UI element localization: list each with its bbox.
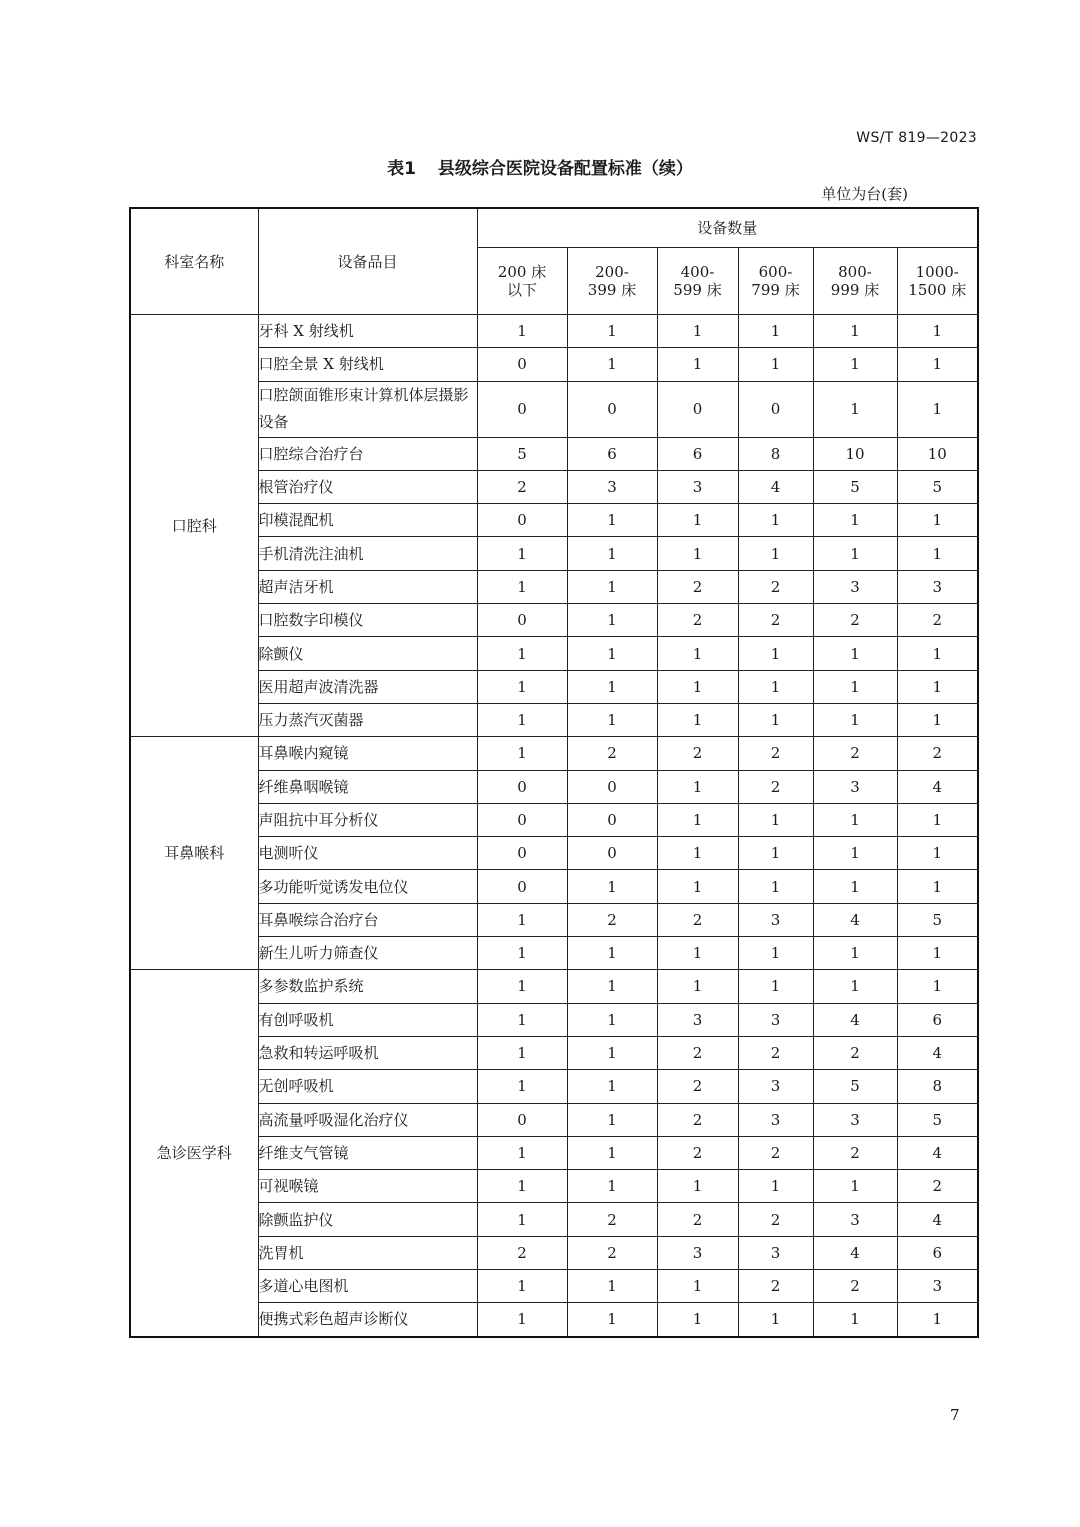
value-cell: 3 (738, 1103, 813, 1136)
value-cell: 4 (897, 1203, 978, 1236)
value-cell: 1 (567, 504, 657, 537)
table-row (130, 670, 978, 703)
value-cell: 2 (567, 737, 657, 770)
value-cell: 2 (813, 604, 897, 637)
value-cell: 1 (657, 348, 738, 381)
value-cell: 4 (897, 770, 978, 803)
value-cell: 3 (738, 1070, 813, 1103)
item-cell: 除颤监护仪 (258, 1203, 477, 1236)
value-cell: 2 (897, 1170, 978, 1203)
value-cell: 1 (477, 1303, 567, 1337)
value-cell: 0 (477, 837, 567, 870)
value-cell: 1 (738, 637, 813, 670)
value-cell: 2 (738, 770, 813, 803)
item-cell: 牙科 X 射线机 (258, 315, 477, 348)
item-cell: 耳鼻喉内窥镜 (258, 737, 477, 770)
value-cell: 1 (897, 803, 978, 836)
value-cell: 1 (657, 670, 738, 703)
value-cell: 3 (657, 470, 738, 503)
item-cell: 耳鼻喉综合治疗台 (258, 903, 477, 936)
value-cell: 3 (657, 1236, 738, 1269)
table-row (130, 1270, 978, 1303)
value-cell: 1 (567, 703, 657, 736)
value-cell: 1 (477, 315, 567, 348)
value-cell: 6 (897, 1003, 978, 1036)
table-header (130, 208, 978, 315)
table-row (130, 1103, 978, 1136)
table-row (130, 637, 978, 670)
value-cell: 3 (738, 1236, 813, 1269)
value-cell: 2 (657, 1036, 738, 1069)
value-cell: 1 (567, 604, 657, 637)
item-cell: 口腔数字印模仪 (258, 604, 477, 637)
value-cell: 0 (738, 381, 813, 437)
value-cell: 1 (738, 504, 813, 537)
header-beds-line: 200 床 (497, 263, 547, 281)
value-cell: 2 (738, 1203, 813, 1236)
value-cell: 2 (738, 604, 813, 637)
value-cell: 1 (813, 537, 897, 570)
value-cell: 1 (657, 537, 738, 570)
value-cell: 5 (897, 903, 978, 936)
item-cell: 新生儿听力筛查仪 (258, 937, 477, 970)
value-cell: 0 (567, 803, 657, 836)
value-cell: 1 (657, 937, 738, 970)
value-cell: 1 (897, 703, 978, 736)
table-row (130, 381, 978, 437)
table-row (130, 1170, 978, 1203)
value-cell: 2 (738, 1036, 813, 1069)
item-cell: 医用超声波清洗器 (258, 670, 477, 703)
value-cell: 1 (477, 703, 567, 736)
value-cell: 1 (567, 1003, 657, 1036)
item-cell: 压力蒸汽灭菌器 (258, 703, 477, 736)
value-cell: 1 (738, 970, 813, 1003)
value-cell: 2 (813, 737, 897, 770)
header-beds-line: 999 床 (830, 281, 880, 299)
value-cell: 1 (738, 348, 813, 381)
value-cell: 1 (477, 737, 567, 770)
value-cell: 1 (738, 937, 813, 970)
value-cell: 2 (567, 1203, 657, 1236)
item-cell: 便携式彩色超声诊断仪 (258, 1303, 477, 1337)
value-cell: 1 (738, 703, 813, 736)
equipment-table (129, 207, 979, 1338)
value-cell: 1 (813, 703, 897, 736)
value-cell: 1 (738, 315, 813, 348)
value-cell: 1 (477, 1136, 567, 1169)
header-beds-4 (813, 248, 897, 315)
table-row (130, 903, 978, 936)
value-cell: 1 (738, 1303, 813, 1337)
value-cell: 1 (657, 803, 738, 836)
header-beds-3 (738, 248, 813, 315)
item-cell: 声阻抗中耳分析仪 (258, 803, 477, 836)
value-cell: 3 (897, 570, 978, 603)
value-cell: 6 (657, 437, 738, 470)
value-cell: 4 (738, 470, 813, 503)
value-cell: 2 (813, 1270, 897, 1303)
value-cell: 2 (657, 903, 738, 936)
value-cell: 1 (477, 1170, 567, 1203)
value-cell: 2 (897, 604, 978, 637)
value-cell: 1 (477, 903, 567, 936)
value-cell: 2 (813, 1036, 897, 1069)
table-row (130, 837, 978, 870)
value-cell: 2 (657, 604, 738, 637)
value-cell: 1 (738, 537, 813, 570)
table-row (130, 1036, 978, 1069)
value-cell: 1 (567, 970, 657, 1003)
value-cell: 1 (813, 504, 897, 537)
value-cell: 1 (477, 1270, 567, 1303)
value-cell: 1 (813, 637, 897, 670)
value-cell: 1 (813, 381, 897, 437)
header-beds-line: 400- (680, 263, 715, 281)
value-cell: 0 (477, 770, 567, 803)
value-cell: 0 (567, 770, 657, 803)
value-cell: 2 (738, 570, 813, 603)
value-cell: 4 (813, 903, 897, 936)
value-cell: 1 (813, 348, 897, 381)
value-cell: 1 (897, 970, 978, 1003)
value-cell: 4 (813, 1236, 897, 1269)
item-cell: 除颤仪 (258, 637, 477, 670)
value-cell: 1 (897, 637, 978, 670)
table-title (0, 154, 1080, 179)
table-row (130, 315, 978, 348)
value-cell: 1 (567, 1136, 657, 1169)
value-cell: 0 (657, 381, 738, 437)
value-cell: 1 (477, 937, 567, 970)
value-cell: 1 (813, 1303, 897, 1337)
table-row (130, 348, 978, 381)
header-beds-line: 599 床 (673, 281, 722, 299)
page-number: 7 (950, 1406, 960, 1424)
value-cell: 1 (813, 803, 897, 836)
value-cell: 1 (657, 837, 738, 870)
value-cell: 1 (477, 1070, 567, 1103)
value-cell: 3 (813, 770, 897, 803)
value-cell: 3 (738, 1003, 813, 1036)
header-beds-1 (567, 248, 657, 315)
table-body (130, 315, 978, 1337)
value-cell: 1 (897, 537, 978, 570)
value-cell: 2 (477, 470, 567, 503)
value-cell: 1 (477, 637, 567, 670)
value-cell: 1 (813, 670, 897, 703)
value-cell: 1 (477, 1003, 567, 1036)
header-beds-5 (897, 248, 978, 315)
value-cell: 1 (567, 870, 657, 903)
value-cell: 1 (657, 870, 738, 903)
header-beds-line: 1500 床 (908, 281, 967, 299)
value-cell: 1 (897, 504, 978, 537)
table-row (130, 737, 978, 770)
unit-note: 单位为台(套) (821, 185, 908, 203)
item-cell: 口腔全景 X 射线机 (258, 348, 477, 381)
value-cell: 1 (477, 970, 567, 1003)
table-row (130, 1003, 978, 1036)
dept-cell: 口腔科 (130, 315, 258, 737)
value-cell: 1 (897, 315, 978, 348)
header-beds-0 (477, 248, 567, 315)
table-row (130, 604, 978, 637)
value-cell: 1 (813, 315, 897, 348)
value-cell: 2 (657, 1070, 738, 1103)
value-cell: 3 (567, 470, 657, 503)
item-cell: 电测听仪 (258, 837, 477, 870)
value-cell: 1 (657, 703, 738, 736)
value-cell: 0 (477, 803, 567, 836)
value-cell: 0 (477, 348, 567, 381)
value-cell: 1 (477, 670, 567, 703)
dept-cell: 耳鼻喉科 (130, 737, 258, 970)
table-row (130, 1236, 978, 1269)
item-cell: 纤维支气管镜 (258, 1136, 477, 1169)
value-cell: 5 (897, 1103, 978, 1136)
value-cell: 4 (813, 1003, 897, 1036)
value-cell: 1 (897, 870, 978, 903)
table-row (130, 1136, 978, 1169)
item-cell: 多参数监护系统 (258, 970, 477, 1003)
value-cell: 5 (813, 470, 897, 503)
value-cell: 2 (813, 1136, 897, 1169)
value-cell: 0 (567, 381, 657, 437)
value-cell: 1 (897, 348, 978, 381)
value-cell: 0 (567, 837, 657, 870)
value-cell: 1 (657, 504, 738, 537)
header-beds-line: 600- (758, 263, 793, 281)
value-cell: 2 (738, 1270, 813, 1303)
header-beds-line: 399 床 (587, 281, 637, 299)
table-row (130, 1303, 978, 1337)
header-beds-2 (657, 248, 738, 315)
header-item: 设备品目 (258, 208, 477, 315)
value-cell: 1 (567, 1170, 657, 1203)
value-cell: 0 (477, 604, 567, 637)
value-cell: 1 (657, 770, 738, 803)
value-cell: 4 (897, 1136, 978, 1169)
table-number: 表1 (387, 159, 416, 179)
item-cell: 纤维鼻咽喉镜 (258, 770, 477, 803)
value-cell: 1 (567, 670, 657, 703)
value-cell: 0 (477, 1103, 567, 1136)
value-cell: 1 (657, 970, 738, 1003)
item-cell: 有创呼吸机 (258, 1003, 477, 1036)
value-cell: 1 (738, 870, 813, 903)
item-cell: 口腔综合治疗台 (258, 437, 477, 470)
value-cell: 1 (813, 870, 897, 903)
item-cell: 可视喉镜 (258, 1170, 477, 1203)
value-cell: 2 (657, 1136, 738, 1169)
value-cell: 1 (567, 1303, 657, 1337)
value-cell: 3 (897, 1270, 978, 1303)
value-cell: 3 (738, 903, 813, 936)
value-cell: 10 (897, 437, 978, 470)
dept-cell: 急诊医学科 (130, 970, 258, 1337)
value-cell: 1 (897, 937, 978, 970)
value-cell: 2 (567, 903, 657, 936)
table-row (130, 937, 978, 970)
value-cell: 1 (738, 803, 813, 836)
value-cell: 1 (567, 570, 657, 603)
value-cell: 3 (813, 570, 897, 603)
value-cell: 1 (738, 1170, 813, 1203)
value-cell: 2 (657, 1203, 738, 1236)
value-cell: 1 (567, 1103, 657, 1136)
value-cell: 1 (567, 1270, 657, 1303)
item-cell: 高流量呼吸湿化治疗仪 (258, 1103, 477, 1136)
value-cell: 4 (897, 1036, 978, 1069)
item-cell: 多功能听觉诱发电位仪 (258, 870, 477, 903)
table-title-text: 县级综合医院设备配置标准（续） (437, 159, 693, 179)
header-beds-line: 799 床 (751, 281, 800, 299)
header-dept: 科室名称 (130, 208, 258, 315)
value-cell: 1 (567, 937, 657, 970)
value-cell: 3 (657, 1003, 738, 1036)
value-cell: 5 (477, 437, 567, 470)
value-cell: 1 (567, 315, 657, 348)
value-cell: 1 (477, 537, 567, 570)
item-cell: 根管治疗仪 (258, 470, 477, 503)
table-row (130, 970, 978, 1003)
value-cell: 1 (813, 937, 897, 970)
table-row (130, 570, 978, 603)
value-cell: 1 (897, 1303, 978, 1337)
value-cell: 1 (813, 837, 897, 870)
table-row (130, 870, 978, 903)
item-cell: 印模混配机 (258, 504, 477, 537)
value-cell: 2 (657, 1103, 738, 1136)
value-cell: 2 (738, 737, 813, 770)
value-cell: 1 (813, 1170, 897, 1203)
value-cell: 5 (813, 1070, 897, 1103)
table-row (130, 1070, 978, 1103)
value-cell: 1 (657, 1270, 738, 1303)
value-cell: 8 (738, 437, 813, 470)
table-row (130, 504, 978, 537)
value-cell: 0 (477, 504, 567, 537)
value-cell: 6 (897, 1236, 978, 1269)
table-row (130, 1203, 978, 1236)
value-cell: 2 (657, 737, 738, 770)
header-beds-line: 1000- (915, 263, 959, 281)
item-cell: 无创呼吸机 (258, 1070, 477, 1103)
item-cell: 洗胃机 (258, 1236, 477, 1269)
value-cell: 1 (477, 1203, 567, 1236)
value-cell: 1 (657, 1303, 738, 1337)
value-cell: 1 (657, 1170, 738, 1203)
value-cell: 2 (657, 570, 738, 603)
value-cell: 8 (897, 1070, 978, 1103)
value-cell: 1 (657, 637, 738, 670)
header-quantity: 设备数量 (477, 208, 978, 248)
value-cell: 10 (813, 437, 897, 470)
item-cell: 超声洁牙机 (258, 570, 477, 603)
value-cell: 2 (477, 1236, 567, 1269)
value-cell: 3 (813, 1203, 897, 1236)
value-cell: 2 (738, 1136, 813, 1169)
table-row (130, 770, 978, 803)
value-cell: 1 (657, 315, 738, 348)
value-cell: 0 (477, 381, 567, 437)
value-cell: 1 (567, 537, 657, 570)
header-beds-line: 800- (838, 263, 872, 281)
value-cell: 1 (477, 570, 567, 603)
table-row (130, 803, 978, 836)
value-cell: 6 (567, 437, 657, 470)
value-cell: 1 (738, 837, 813, 870)
value-cell: 2 (897, 737, 978, 770)
item-cell: 多道心电图机 (258, 1270, 477, 1303)
value-cell: 5 (897, 470, 978, 503)
value-cell: 3 (813, 1103, 897, 1136)
value-cell: 1 (738, 670, 813, 703)
standard-code: WS/T 819—2023 (856, 130, 977, 146)
value-cell: 1 (477, 1036, 567, 1069)
value-cell: 1 (567, 1070, 657, 1103)
value-cell: 1 (567, 637, 657, 670)
value-cell: 0 (477, 870, 567, 903)
value-cell: 1 (567, 348, 657, 381)
header-beds-line: 以下 (506, 281, 537, 299)
header-beds-line: 200- (595, 263, 629, 281)
value-cell: 1 (897, 670, 978, 703)
table-row (130, 437, 978, 470)
item-cell: 手机清洗注油机 (258, 537, 477, 570)
value-cell: 1 (567, 1036, 657, 1069)
value-cell: 1 (813, 970, 897, 1003)
value-cell: 1 (897, 837, 978, 870)
table-row (130, 537, 978, 570)
item-cell: 急救和转运呼吸机 (258, 1036, 477, 1069)
item-cell: 口腔颌面锥形束计算机体层摄影设备 (258, 381, 477, 437)
table-row (130, 470, 978, 503)
value-cell: 1 (897, 381, 978, 437)
table-row (130, 703, 978, 736)
value-cell: 2 (567, 1236, 657, 1269)
